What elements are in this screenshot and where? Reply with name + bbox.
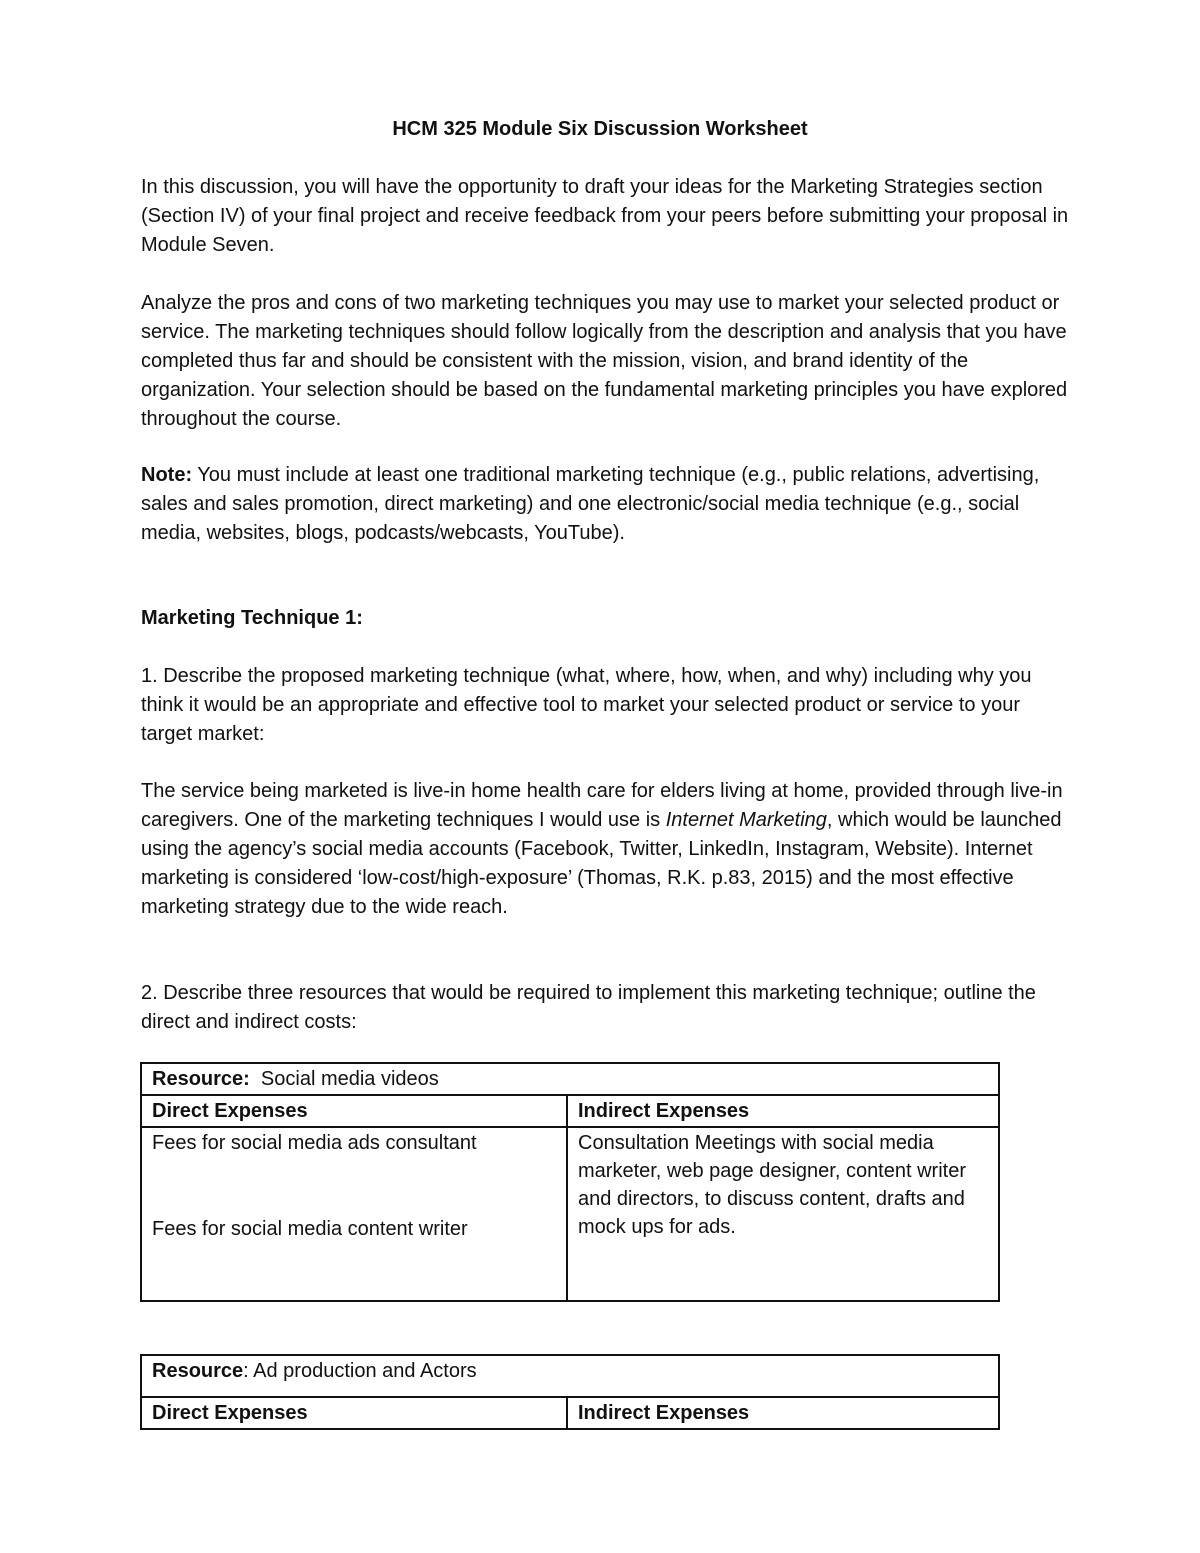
question-2: 2. Describe three resources that would be required to implement this marketing technique; outline the direct and indirect costs: (141, 982, 1036, 1033)
header-row (141, 1397, 999, 1429)
answer-1-paragraph (141, 777, 1071, 922)
note-paragraph (141, 461, 1071, 548)
direct-item: Fees for social media ads consultant (152, 1132, 477, 1154)
resource-cell (141, 1063, 999, 1095)
resource-value: : Ad production and Actors (243, 1360, 477, 1382)
resource-row (141, 1063, 999, 1095)
resource-label: Resource: (152, 1068, 250, 1090)
resource-value: Social media videos (249, 1068, 439, 1090)
resource-label: Resource (152, 1360, 244, 1382)
indirect-expenses-header: Indirect Expenses (567, 1397, 999, 1429)
indirect-expenses-cell: Consultation Meetings with social media marketer, web page designer, content writer and directors, to discuss content, drafts and mock ups for ads. (567, 1127, 999, 1301)
resource-row (141, 1355, 999, 1397)
direct-expenses-cell (141, 1127, 567, 1301)
note-text: You must include at least one traditional marketing technique (e.g., public relations, advertising, sales and sales promotion, direct marketing) and one electronic/social media technique (e.g., social media, websites, blogs, podcasts/webcasts, YouTube). (141, 464, 1040, 544)
answer-1-italic: Internet Marketing (665, 809, 827, 831)
intro-paragraph: In this discussion, you will have the opportunity to draft your ideas for the Marketing Strategies section (Section IV) of your final project and receive feedback from your peers before submitting your proposal in Module Seven. (141, 176, 1069, 256)
resource-table-2 (140, 1354, 1000, 1430)
note-label: Note: (141, 464, 193, 486)
answer-1-text-a: The service being marketed is live-in home health care for elders living at home, provided through live-in caregivers. One of the marketing techniques I would use is (141, 780, 1063, 831)
answer-1-text-b: , which would be launched using the agency’s social media accounts (Facebook, Twitter, LinkedIn, Instagram, Website). Internet marketing is considered ‘low-cost/high-exposure’ (Thomas, R.K. p.83, 2015) and the most effective marketing strategy due to the wide reach. (141, 809, 1062, 918)
header-row (141, 1095, 999, 1127)
indirect-expenses-header: Indirect Expenses (567, 1095, 999, 1127)
technique-heading: Marketing Technique 1: (141, 607, 363, 629)
direct-expenses-header: Direct Expenses (141, 1397, 567, 1429)
direct-expenses-header: Direct Expenses (141, 1095, 567, 1127)
page-title: HCM 325 Module Six Discussion Worksheet (392, 118, 808, 140)
direct-item: Fees for social media content writer (152, 1218, 468, 1240)
expenses-row (141, 1127, 999, 1301)
resource-cell (141, 1355, 999, 1397)
question-1: 1. Describe the proposed marketing technique (what, where, how, when, and why) including why you think it would be an appropriate and effective tool to market your selected product or service to your target market: (141, 665, 1032, 745)
analyze-paragraph: Analyze the pros and cons of two marketing techniques you may use to market your selected product or service. The marketing techniques should follow logically from the description and analysis that you have completed thus far and should be consistent with the mission, vision, and brand identity of the organization. Your selection should be based on the fundamental marketing principles you have explored throughout the course. (141, 292, 1068, 430)
resource-table-1 (140, 1062, 1000, 1302)
